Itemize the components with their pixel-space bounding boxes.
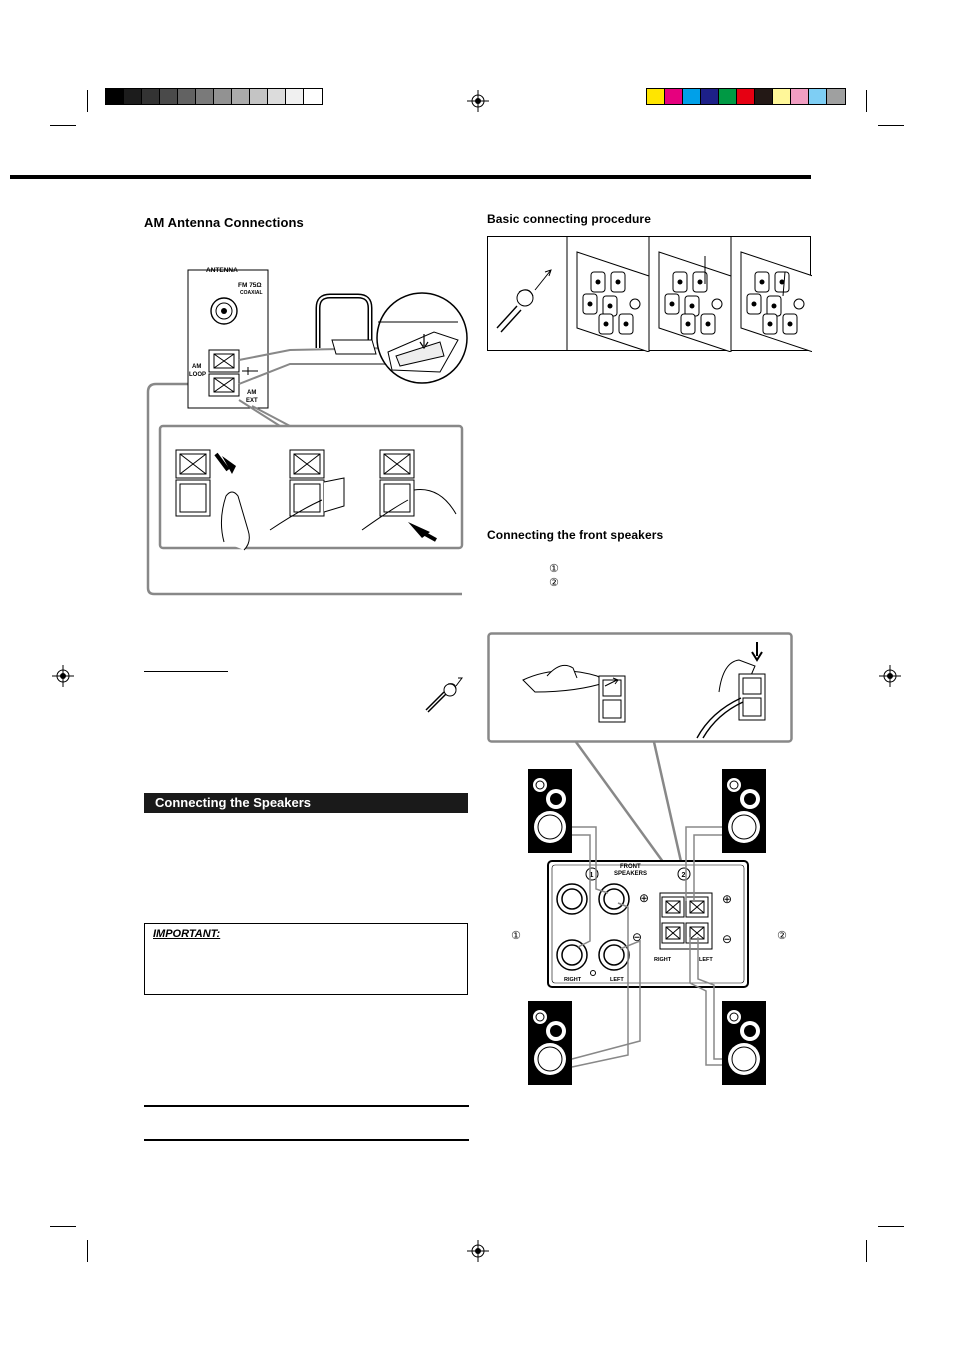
header-rule — [10, 175, 811, 179]
svg-text:LOOP: LOOP — [189, 372, 207, 378]
color-swatch — [755, 89, 773, 104]
crop-mark — [87, 1240, 88, 1262]
section-rule-top — [144, 1105, 469, 1107]
speakers-label: SPEAKERS — [614, 871, 648, 877]
crop-mark — [50, 125, 76, 126]
am-antenna-diagram — [140, 260, 470, 600]
color-swatch — [124, 89, 142, 104]
color-swatch — [106, 89, 124, 104]
crop-mark — [866, 1240, 867, 1262]
terminal-2: 2 — [681, 872, 686, 879]
color-swatch — [178, 89, 196, 104]
wire-twist-icon — [418, 672, 468, 718]
front-speakers-heading: Connecting the front speakers — [487, 528, 664, 542]
color-registration-bar — [646, 88, 846, 105]
right-label: RIGHT — [564, 977, 582, 983]
important-box — [144, 923, 468, 995]
svg-text:LEFT: LEFT — [699, 957, 713, 963]
color-swatch — [701, 89, 719, 104]
color-swatch — [809, 89, 827, 104]
crop-mark — [50, 1226, 76, 1227]
front-label: FRONT — [620, 864, 641, 870]
color-swatch — [827, 89, 845, 104]
coaxial-label: COAXIAL — [240, 290, 263, 296]
basic-procedure-heading: Basic connecting procedure — [487, 212, 651, 226]
crop-mark — [866, 90, 867, 112]
color-swatch — [268, 89, 286, 104]
registration-target-icon — [879, 665, 901, 687]
connecting-speakers-title: Connecting the Speakers — [144, 793, 468, 813]
am-antenna-heading: AM Antenna Connections — [144, 215, 304, 230]
color-swatch — [719, 89, 737, 104]
side-label-2: ② — [777, 929, 787, 942]
side-label-1: ① — [511, 929, 521, 942]
color-swatch — [196, 89, 214, 104]
color-swatch — [647, 89, 665, 104]
color-swatch — [304, 89, 322, 104]
color-swatch — [737, 89, 755, 104]
svg-text:AM: AM — [192, 364, 202, 370]
speaker-connection-diagram — [500, 765, 800, 1085]
svg-text:AM: AM — [247, 390, 257, 396]
terminal-1: 1 — [589, 872, 594, 879]
minus-sign: ⊖ — [632, 930, 643, 944]
antenna-label: ANTENNA — [206, 267, 238, 274]
grayscale-color-bar — [105, 88, 323, 105]
left-label: LEFT — [610, 977, 624, 983]
front-step-1: ① — [549, 562, 559, 575]
color-swatch — [160, 89, 178, 104]
crop-mark — [878, 125, 904, 126]
color-swatch — [773, 89, 791, 104]
color-swatch — [791, 89, 809, 104]
color-swatch — [214, 89, 232, 104]
registration-target-icon — [467, 1240, 489, 1262]
speaker-wire-inset — [487, 632, 793, 744]
fm-label: FM 75Ω — [238, 282, 262, 289]
svg-text:RIGHT: RIGHT — [654, 957, 672, 963]
color-swatch — [665, 89, 683, 104]
section-rule-bottom — [144, 1139, 469, 1141]
note-underline — [144, 671, 228, 672]
registration-target-icon — [467, 90, 489, 112]
crop-mark — [87, 90, 88, 112]
front-step-2: ② — [549, 576, 559, 589]
svg-text:⊖: ⊖ — [722, 932, 733, 946]
color-swatch — [250, 89, 268, 104]
svg-text:⊕: ⊕ — [722, 892, 733, 906]
important-label: IMPORTANT: — [153, 928, 221, 940]
registration-target-icon — [52, 665, 74, 687]
color-swatch — [683, 89, 701, 104]
color-swatch — [142, 89, 160, 104]
color-swatch — [286, 89, 304, 104]
svg-text:EXT: EXT — [246, 398, 258, 404]
color-swatch — [232, 89, 250, 104]
crop-mark — [878, 1226, 904, 1227]
plus-sign: ⊕ — [639, 891, 650, 905]
basic-procedure-diagram — [487, 236, 812, 352]
